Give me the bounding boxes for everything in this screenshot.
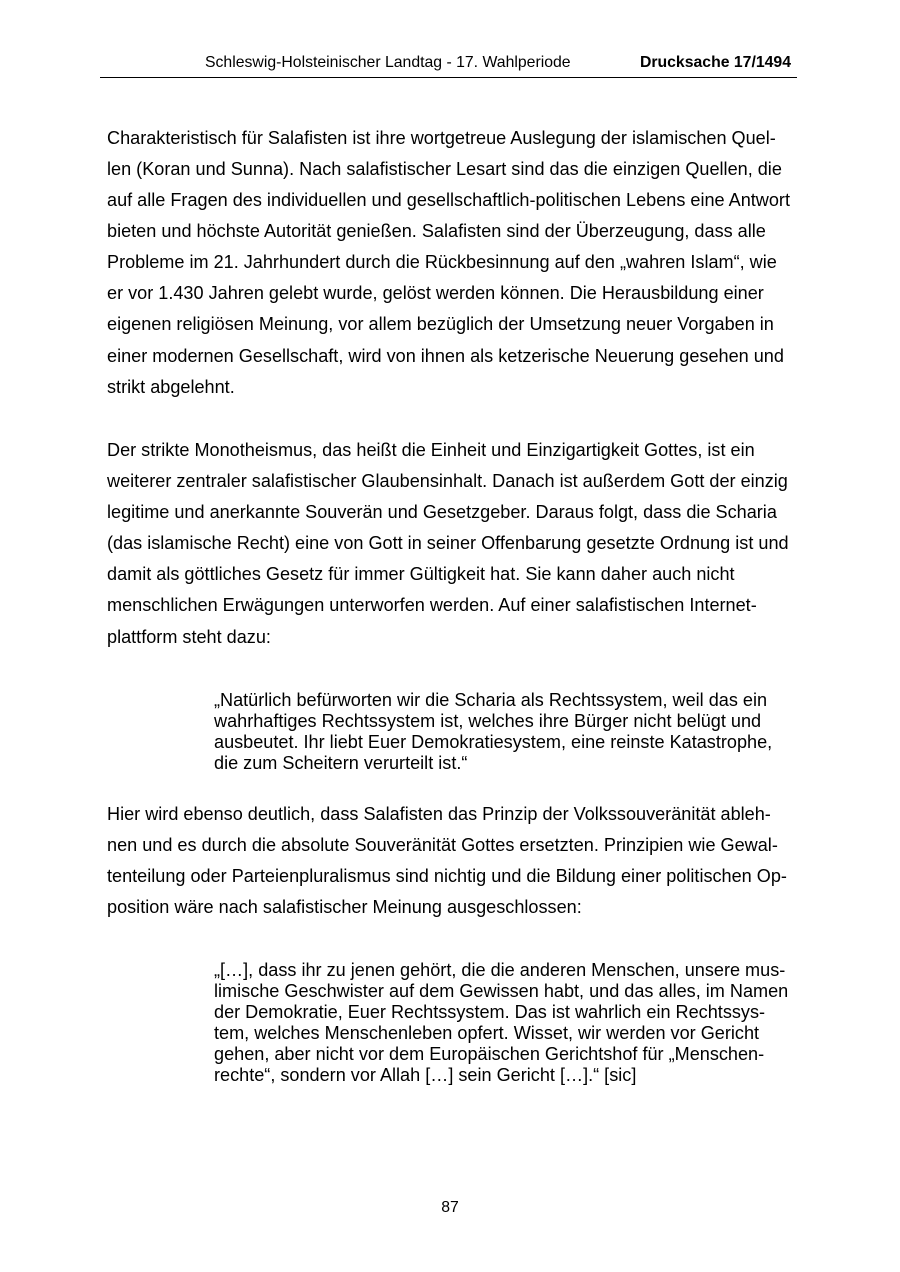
text-line: tenteilung oder Parteienpluralismus sind nichtig und die Bildung einer politischen Op-: [107, 865, 787, 886]
quote-line: ausbeutet. Ihr liebt Euer Demokratiesystem, eine reinste Katastrophe,: [214, 731, 773, 752]
text-line: nen und es durch die absolute Souveränität Gottes ersetzten. Prinzipien wie Gewal-: [107, 834, 778, 855]
text-line: damit als göttliches Gesetz für immer Gültigkeit hat. Sie kann daher auch nicht: [107, 564, 735, 585]
quote-line: die zum Scheitern verurteilt ist.“: [214, 752, 468, 773]
quote-line: tem, welches Menschenleben opfert. Wisset, wir werden vor Gericht: [214, 1022, 760, 1043]
text-line: auf alle Fragen des individuellen und gesellschaftlich-politischen Lebens eine Antwort: [107, 189, 790, 210]
document-number: Drucksache 17/1494: [639, 54, 791, 71]
page-number: 87: [441, 1199, 459, 1216]
text-line: Charakteristisch für Salafisten ist ihre wortgetreue Auslegung der islamischen Quel-: [107, 127, 776, 148]
text-line: weiterer zentraler salafistischer Glaubensinhalt. Danach ist außerdem Gott der einzig: [107, 470, 788, 491]
text-line: strikt abgelehnt.: [107, 376, 235, 397]
quote-line: „Natürlich befürworten wir die Scharia als Rechtssystem, weil das ein: [214, 689, 768, 710]
quote-line: rechte“, sondern vor Allah […] sein Gericht […].“ [sic]: [214, 1064, 637, 1085]
text-line: eigenen religiösen Meinung, vor allem bezüglich der Umsetzung neuer Vorgaben in: [107, 314, 774, 335]
paragraph-2: [107, 435, 789, 653]
text-line: einer modernen Gesellschaft, wird von ihnen als ketzerische Neuerung gesehen und: [107, 345, 784, 366]
paragraph-3: [107, 799, 787, 924]
text-line: (das islamische Recht) eine von Gott in seiner Offenbarung gesetzte Ordnung ist und: [107, 533, 789, 554]
text-line: Hier wird ebenso deutlich, dass Salafisten das Prinzip der Volkssouveränität ableh-: [107, 803, 771, 824]
text-line: er vor 1.430 Jahren gelebt wurde, gelöst werden können. Die Herausbildung einer: [107, 283, 764, 304]
text-line: Der strikte Monotheismus, das heißt die Einheit und Einzigartigkeit Gottes, ist ein: [107, 439, 755, 460]
quote-line: „[…], dass ihr zu jenen gehört, die die anderen Menschen, unsere mus-: [214, 959, 786, 980]
text-line: menschlichen Erwägungen unterworfen werden. Auf einer salafistischen Internet-: [107, 595, 757, 616]
text-line: Probleme im 21. Jahrhundert durch die Rückbesinnung auf den „wahren Islam“, wie: [107, 252, 777, 273]
block-quote-1: [214, 690, 772, 774]
paragraph-1: [107, 123, 790, 403]
text-line: len (Koran und Sunna). Nach salafistischer Lesart sind das die einzigen Quellen, die: [107, 158, 782, 179]
text-line: plattform steht dazu:: [107, 626, 271, 647]
text-line: position wäre nach salafistischer Meinung ausgeschlossen:: [107, 897, 582, 918]
header-title: Schleswig-Holsteinischer Landtag - 17. Wahlperiode: [205, 54, 571, 71]
quote-line: der Demokratie, Euer Rechtssystem. Das ist wahrlich ein Rechtssys-: [214, 1001, 766, 1022]
quote-line: wahrhaftiges Rechtssystem ist, welches ihre Bürger nicht belügt und: [214, 710, 762, 731]
block-quote-2: [214, 960, 788, 1086]
header-rule: [100, 77, 797, 78]
quote-line: limische Geschwister auf dem Gewissen habt, und das alles, im Namen: [214, 980, 789, 1001]
text-line: legitime und anerkannte Souverän und Gesetzgeber. Daraus folgt, dass die Scharia: [107, 501, 777, 522]
text-line: bieten und höchste Autorität genießen. Salafisten sind der Überzeugung, dass alle: [107, 220, 766, 241]
quote-line: gehen, aber nicht vor dem Europäischen Gerichtshof für „Menschen-: [214, 1043, 765, 1064]
